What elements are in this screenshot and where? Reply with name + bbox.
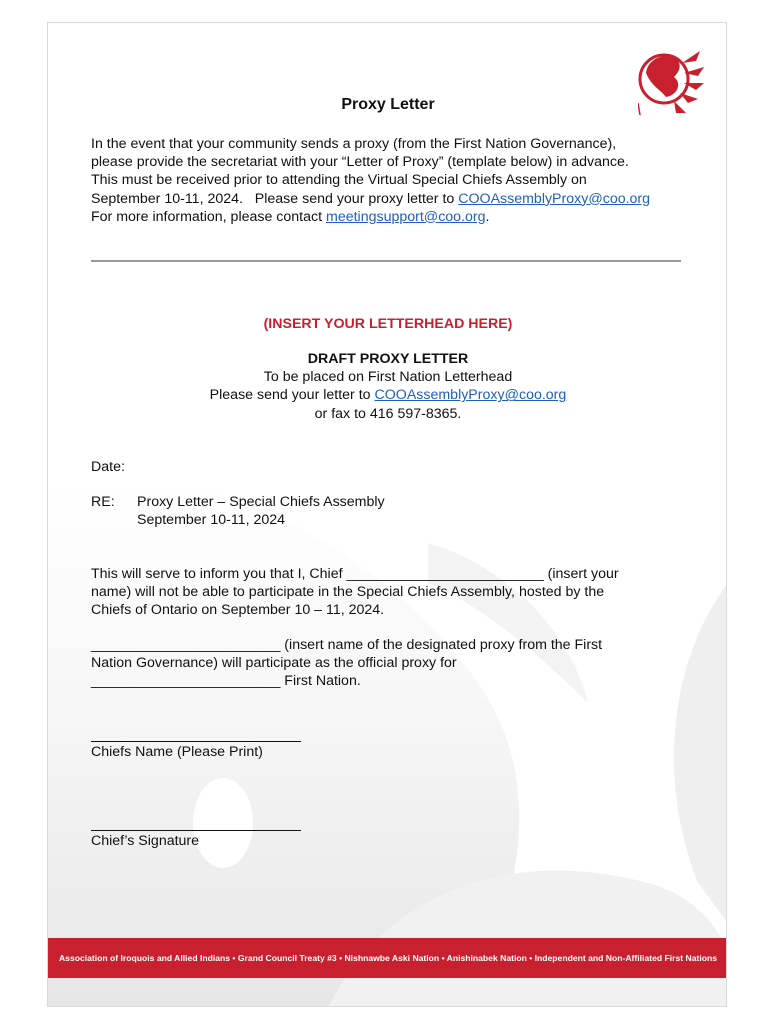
proxy-email-link[interactable]: COOAssemblyProxy@coo.org: [458, 190, 651, 207]
chief-name-line: [91, 741, 301, 742]
paragraph-line: name) will not be able to participate in the Special Chiefs Assembly, hosted by the: [91, 584, 605, 601]
intro-line-text: September 10-11, 2024. Please send your proxy letter to: [91, 190, 459, 207]
re-line: September 10-11, 2024: [137, 512, 286, 529]
fax-line: or fax to 416 597-8365.: [314, 405, 462, 422]
draft-proxy-email-link[interactable]: COOAssemblyProxy@coo.org: [374, 387, 567, 404]
re-line: Proxy Letter – Special Chiefs Assembly: [137, 494, 385, 510]
date-label: Date:: [91, 459, 125, 475]
document-page: [47, 22, 727, 1007]
intro-line-text: For more information, please contact: [91, 208, 326, 225]
chief-name-label: Chiefs Name (Please Print): [91, 744, 263, 760]
draft-heading-block: [48, 350, 727, 423]
paragraph-line: ________________________ First Nation.: [91, 673, 361, 690]
support-email-link[interactable]: meetingsupport@coo.org: [326, 208, 486, 225]
divider: [91, 260, 681, 262]
signature-label: Chief’s Signature: [91, 833, 200, 849]
intro-paragraph: [91, 135, 691, 226]
signature-line: [91, 830, 301, 831]
paragraph-line: ________________________ (insert name of the designated proxy from the First: [91, 637, 603, 653]
draft-heading: DRAFT PROXY LETTER: [307, 351, 469, 367]
inform-paragraph: [91, 565, 619, 620]
intro-line: [91, 190, 691, 208]
intro-line: please provide the secretariat with your “Letter of Proxy” (template below) in advance.: [91, 154, 629, 171]
paragraph-line: Nation Governance) will participate as the official proxy for: [91, 655, 457, 672]
re-subject: [137, 493, 385, 529]
draft-instruction: [48, 386, 727, 404]
intro-line: This must be received prior to attending the Virtual Special Chiefs Assembly on: [91, 172, 587, 189]
proxy-paragraph: [91, 636, 602, 691]
letterhead-placeholder: (INSERT YOUR LETTERHEAD HERE): [263, 316, 513, 332]
intro-line-text: .: [485, 208, 490, 225]
intro-line: In the event that your community sends a proxy (from the First Nation Governance),: [91, 136, 617, 152]
footer-banner: Association of Iroquois and Allied Indians • Grand Council Treaty #3 • Nishnawbe Aski Nation • Anishinabek Nation • Independent and Non-Affiliated First Nations: [48, 938, 727, 978]
re-label: RE:: [91, 494, 115, 510]
draft-instruction-text: Please send your letter to: [209, 387, 375, 404]
page-title: Proxy Letter: [341, 96, 435, 113]
draft-instruction: To be placed on First Nation Letterhead: [263, 369, 513, 386]
paragraph-line: This will serve to inform you that I, Chief _________________________ (insert your: [91, 566, 619, 582]
intro-line: [91, 208, 691, 226]
paragraph-line: Chiefs of Ontario on September 10 – 11, 2024.: [91, 602, 385, 619]
